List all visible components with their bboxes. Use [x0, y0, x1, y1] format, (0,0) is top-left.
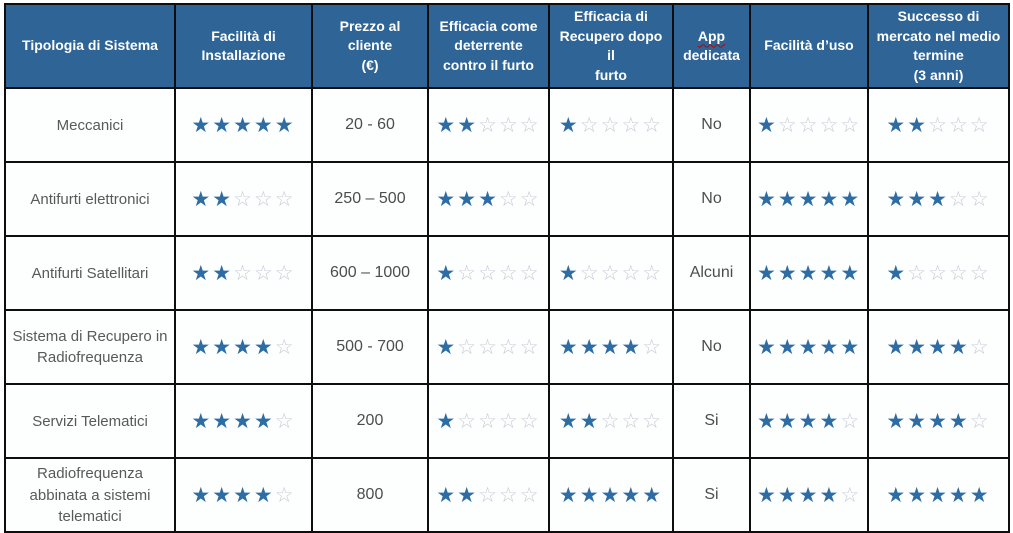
- star-filled-icon: ★: [907, 113, 929, 137]
- rating-installazione: [175, 384, 312, 458]
- table-row: [5, 236, 1009, 310]
- star-filled-icon: ★: [777, 409, 799, 433]
- header-label: Tipologia di Sistema: [22, 37, 158, 54]
- rating-recupero: [549, 458, 673, 532]
- star-filled-icon: ★: [558, 261, 580, 285]
- header-recupero: [549, 4, 673, 88]
- table-row: [5, 458, 1009, 532]
- star-filled-icon: ★: [436, 335, 458, 359]
- rating-deterrente: [428, 458, 549, 532]
- star-empty-icon: ☆: [969, 261, 991, 285]
- star-empty-icon: ☆: [519, 409, 541, 433]
- star-empty-icon: ☆: [642, 261, 664, 285]
- star-empty-icon: ☆: [498, 335, 520, 359]
- rating-recupero: [549, 162, 673, 236]
- star-filled-icon: ★: [436, 483, 458, 507]
- star-empty-icon: ☆: [579, 261, 601, 285]
- star-empty-icon: ☆: [969, 187, 991, 211]
- star-filled-icon: ★: [819, 335, 841, 359]
- star-filled-icon: ★: [757, 187, 778, 211]
- star-filled-icon: ★: [757, 113, 778, 137]
- star-filled-icon: ★: [233, 409, 254, 433]
- header-label: Installazione: [201, 47, 286, 64]
- star-filled-icon: ★: [948, 483, 970, 507]
- rating-deterrente: [428, 384, 549, 458]
- star-filled-icon: ★: [886, 409, 908, 433]
- star-filled-icon: ★: [928, 187, 949, 211]
- star-filled-icon: ★: [436, 409, 458, 433]
- rating-installazione: [175, 88, 312, 162]
- star-filled-icon: ★: [558, 113, 580, 137]
- cell-tipologia: Antifurti Satellitari: [5, 236, 175, 310]
- star-empty-icon: ☆: [498, 187, 520, 211]
- star-empty-icon: ☆: [519, 335, 541, 359]
- star-filled-icon: ★: [558, 335, 580, 359]
- star-empty-icon: ☆: [253, 261, 275, 285]
- header-deterrente: [428, 4, 549, 88]
- rating-installazione: [175, 310, 312, 384]
- header-label: contro il furto: [443, 56, 534, 73]
- rating-recupero: [549, 88, 673, 162]
- star-filled-icon: ★: [478, 187, 499, 211]
- star-filled-icon: ★: [212, 409, 234, 433]
- header-label: (€): [361, 56, 379, 73]
- star-empty-icon: ☆: [478, 409, 499, 433]
- header-label: Efficacia di: [574, 8, 648, 24]
- star-empty-icon: ☆: [274, 409, 296, 433]
- star-filled-icon: ★: [558, 409, 580, 433]
- star-empty-icon: ☆: [478, 113, 499, 137]
- star-filled-icon: ★: [212, 187, 234, 211]
- header-label: Prezzo al cliente: [339, 17, 401, 54]
- cell-app-dedicata: No: [673, 88, 750, 162]
- star-filled-icon: ★: [579, 483, 601, 507]
- cell-app-dedicata: Si: [673, 458, 750, 532]
- star-empty-icon: ☆: [969, 113, 991, 137]
- star-empty-icon: ☆: [777, 113, 799, 137]
- rating-facilita-uso: [750, 458, 868, 532]
- header-label: Facilità d’uso: [764, 37, 854, 54]
- star-filled-icon: ★: [457, 113, 479, 137]
- cell-tipologia: Meccanici: [5, 88, 175, 162]
- star-empty-icon: ☆: [233, 261, 254, 285]
- cell-app-dedicata: No: [673, 162, 750, 236]
- rating-facilita-uso: [750, 310, 868, 384]
- star-filled-icon: ★: [886, 261, 908, 285]
- star-filled-icon: ★: [600, 483, 622, 507]
- header-label: Efficacia come: [439, 17, 538, 34]
- star-filled-icon: ★: [757, 409, 778, 433]
- star-filled-icon: ★: [191, 187, 213, 211]
- star-empty-icon: ☆: [519, 187, 541, 211]
- rating-successo: [868, 236, 1009, 310]
- cell-app-dedicata: Si: [673, 384, 750, 458]
- star-empty-icon: ☆: [498, 261, 520, 285]
- rating-successo: [868, 88, 1009, 162]
- star-filled-icon: ★: [600, 335, 622, 359]
- header-tipologia: [5, 4, 175, 88]
- star-filled-icon: ★: [436, 261, 458, 285]
- rating-successo: [868, 384, 1009, 458]
- star-empty-icon: ☆: [819, 113, 841, 137]
- star-filled-icon: ★: [798, 187, 820, 211]
- table-row: [5, 384, 1009, 458]
- star-filled-icon: ★: [928, 483, 949, 507]
- star-filled-icon: ★: [457, 187, 479, 211]
- cell-prezzo: 500 - 700: [312, 310, 428, 384]
- star-filled-icon: ★: [819, 409, 841, 433]
- header-label: termine: [913, 47, 964, 64]
- star-empty-icon: ☆: [600, 261, 622, 285]
- star-empty-icon: ☆: [519, 113, 541, 137]
- rating-facilita-uso: [750, 384, 868, 458]
- cell-app-dedicata: No: [673, 310, 750, 384]
- star-filled-icon: ★: [212, 483, 234, 507]
- star-filled-icon: ★: [621, 483, 643, 507]
- star-filled-icon: ★: [436, 187, 458, 211]
- star-filled-icon: ★: [233, 483, 254, 507]
- star-filled-icon: ★: [798, 261, 820, 285]
- star-empty-icon: ☆: [642, 409, 664, 433]
- star-filled-icon: ★: [907, 483, 929, 507]
- star-empty-icon: ☆: [233, 187, 254, 211]
- cell-prezzo: 200: [312, 384, 428, 458]
- rating-deterrente: [428, 88, 549, 162]
- rating-recupero: [549, 384, 673, 458]
- star-filled-icon: ★: [233, 335, 254, 359]
- star-empty-icon: ☆: [600, 409, 622, 433]
- cell-tipologia: Radiofrequenza abbinata a sistemi telematici: [5, 458, 175, 532]
- star-filled-icon: ★: [840, 335, 862, 359]
- table-row: [5, 162, 1009, 236]
- star-empty-icon: ☆: [642, 335, 664, 359]
- header-successo: [868, 4, 1009, 88]
- star-empty-icon: ☆: [969, 409, 991, 433]
- star-filled-icon: ★: [777, 261, 799, 285]
- star-filled-icon: ★: [928, 335, 949, 359]
- star-filled-icon: ★: [798, 335, 820, 359]
- star-empty-icon: ☆: [519, 483, 541, 507]
- star-filled-icon: ★: [212, 113, 234, 137]
- rating-recupero: [549, 236, 673, 310]
- star-filled-icon: ★: [253, 335, 275, 359]
- star-empty-icon: ☆: [478, 261, 499, 285]
- cell-prezzo: 600 – 1000: [312, 236, 428, 310]
- star-empty-icon: ☆: [274, 335, 296, 359]
- star-empty-icon: ☆: [579, 113, 601, 137]
- star-empty-icon: ☆: [840, 113, 862, 137]
- star-empty-icon: ☆: [274, 187, 296, 211]
- star-filled-icon: ★: [642, 483, 664, 507]
- star-filled-icon: ★: [191, 335, 213, 359]
- star-filled-icon: ★: [457, 483, 479, 507]
- star-filled-icon: ★: [233, 113, 254, 137]
- rating-deterrente: [428, 162, 549, 236]
- star-filled-icon: ★: [777, 187, 799, 211]
- star-filled-icon: ★: [928, 409, 949, 433]
- star-filled-icon: ★: [798, 483, 820, 507]
- header-label: dedicata: [683, 47, 740, 64]
- rating-installazione: [175, 162, 312, 236]
- star-empty-icon: ☆: [600, 113, 622, 137]
- star-empty-icon: ☆: [498, 483, 520, 507]
- star-empty-icon: ☆: [498, 113, 520, 137]
- star-empty-icon: ☆: [840, 409, 862, 433]
- star-filled-icon: ★: [969, 483, 991, 507]
- star-filled-icon: ★: [907, 187, 929, 211]
- star-filled-icon: ★: [579, 335, 601, 359]
- star-filled-icon: ★: [907, 335, 929, 359]
- star-empty-icon: ☆: [457, 335, 479, 359]
- header-installazione: [175, 4, 312, 88]
- star-filled-icon: ★: [621, 335, 643, 359]
- star-empty-icon: ☆: [928, 261, 949, 285]
- cell-tipologia: Servizi Telematici: [5, 384, 175, 458]
- star-filled-icon: ★: [579, 409, 601, 433]
- star-empty-icon: ☆: [907, 261, 929, 285]
- star-filled-icon: ★: [798, 409, 820, 433]
- header-prezzo: [312, 4, 428, 88]
- star-filled-icon: ★: [212, 261, 234, 285]
- star-empty-icon: ☆: [621, 113, 643, 137]
- star-filled-icon: ★: [253, 483, 275, 507]
- rating-deterrente: [428, 310, 549, 384]
- star-empty-icon: ☆: [519, 261, 541, 285]
- star-empty-icon: ☆: [928, 113, 949, 137]
- star-filled-icon: ★: [191, 261, 213, 285]
- star-filled-icon: ★: [757, 483, 778, 507]
- star-empty-icon: ☆: [478, 335, 499, 359]
- star-empty-icon: ☆: [274, 483, 296, 507]
- rating-deterrente: [428, 236, 549, 310]
- rating-facilita-uso: [750, 162, 868, 236]
- star-filled-icon: ★: [757, 335, 778, 359]
- star-filled-icon: ★: [907, 409, 929, 433]
- header-label: deterrente: [454, 37, 523, 54]
- star-filled-icon: ★: [819, 187, 841, 211]
- header-label: mercato nel medio: [876, 27, 1001, 44]
- cell-app-dedicata: Alcuni: [673, 236, 750, 310]
- star-empty-icon: ☆: [948, 113, 970, 137]
- rating-facilita-uso: [750, 88, 868, 162]
- rating-recupero: [549, 310, 673, 384]
- star-empty-icon: ☆: [621, 261, 643, 285]
- star-empty-icon: ☆: [642, 113, 664, 137]
- header-label: (3 anni): [913, 66, 964, 83]
- star-filled-icon: ★: [274, 113, 296, 137]
- rating-successo: [868, 458, 1009, 532]
- star-filled-icon: ★: [253, 409, 275, 433]
- rating-installazione: [175, 458, 312, 532]
- header-label: furto: [595, 66, 627, 83]
- star-empty-icon: ☆: [948, 187, 970, 211]
- star-filled-icon: ★: [840, 261, 862, 285]
- star-empty-icon: ☆: [621, 409, 643, 433]
- star-filled-icon: ★: [948, 409, 970, 433]
- star-empty-icon: ☆: [948, 261, 970, 285]
- table-header: [5, 4, 1009, 88]
- star-filled-icon: ★: [886, 335, 908, 359]
- star-filled-icon: ★: [777, 483, 799, 507]
- antitheft-comparison-table: [4, 3, 1010, 533]
- cell-tipologia: Sistema di Recupero in Radiofrequenza: [5, 310, 175, 384]
- table-row: [5, 88, 1009, 162]
- cell-prezzo: 250 – 500: [312, 162, 428, 236]
- star-empty-icon: ☆: [457, 409, 479, 433]
- rating-facilita-uso: [750, 236, 868, 310]
- rating-successo: [868, 162, 1009, 236]
- star-filled-icon: ★: [886, 187, 908, 211]
- cell-prezzo: 20 - 60: [312, 88, 428, 162]
- star-filled-icon: ★: [253, 113, 275, 137]
- star-filled-icon: ★: [948, 335, 970, 359]
- star-filled-icon: ★: [886, 483, 908, 507]
- star-filled-icon: ★: [886, 113, 908, 137]
- cell-prezzo: 800: [312, 458, 428, 532]
- star-empty-icon: ☆: [798, 113, 820, 137]
- star-filled-icon: ★: [840, 187, 862, 211]
- star-filled-icon: ★: [436, 113, 458, 137]
- rating-successo: [868, 310, 1009, 384]
- star-empty-icon: ☆: [478, 483, 499, 507]
- star-filled-icon: ★: [558, 483, 580, 507]
- star-filled-icon: ★: [212, 335, 234, 359]
- star-filled-icon: ★: [757, 261, 778, 285]
- cell-tipologia: Antifurti elettronici: [5, 162, 175, 236]
- star-filled-icon: ★: [819, 261, 841, 285]
- header-app-dedicata: [673, 4, 750, 88]
- star-filled-icon: ★: [191, 409, 213, 433]
- table-row: [5, 310, 1009, 384]
- star-empty-icon: ☆: [274, 261, 296, 285]
- header-label-misspelled: App: [697, 27, 726, 44]
- header-label: Facilità di: [211, 27, 276, 44]
- star-filled-icon: ★: [819, 483, 841, 507]
- star-filled-icon: ★: [191, 113, 213, 137]
- star-empty-icon: ☆: [498, 409, 520, 433]
- star-filled-icon: ★: [777, 335, 799, 359]
- star-empty-icon: ☆: [840, 483, 862, 507]
- star-filled-icon: ★: [191, 483, 213, 507]
- star-empty-icon: ☆: [969, 335, 991, 359]
- rating-installazione: [175, 236, 312, 310]
- star-empty-icon: ☆: [457, 261, 479, 285]
- header-label: Successo di: [897, 8, 980, 24]
- header-label: Recupero dopo il: [559, 27, 663, 64]
- header-facilita-uso: [750, 4, 868, 88]
- star-empty-icon: ☆: [253, 187, 275, 211]
- table-body: [5, 88, 1009, 532]
